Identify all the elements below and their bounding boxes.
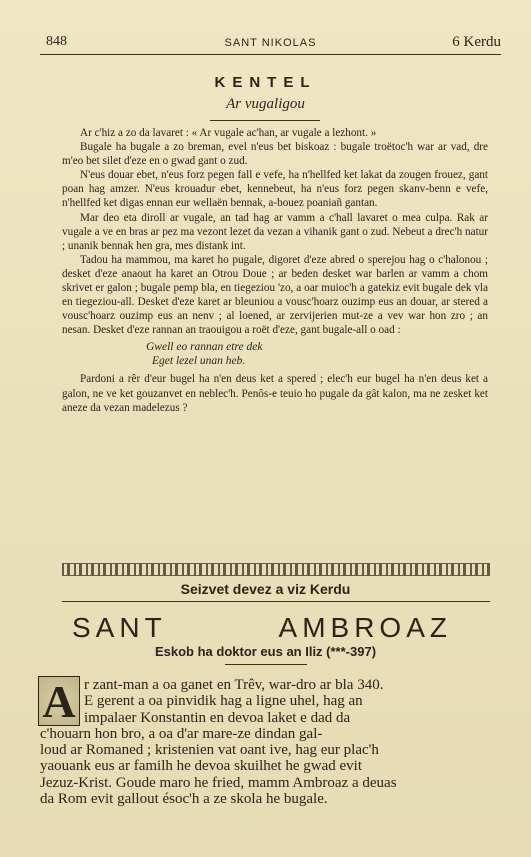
saint-story: [40, 677, 490, 807]
ornamental-divider: [62, 563, 490, 576]
text-line: E gerent a oa pinvidik hag a ligne uhel, hag an: [84, 693, 363, 710]
paragraph: Mar deo eta diroll ar vugale, an tad hag ar vamm a c'hall lavaret o mea culpa. Rak ar vugale a ve en bras ar pez ma vezont lezet da vezan a vihanik gant o zud. Nebeut a drec'h natur ; unanik bennak hen gra, mes distank int.: [62, 211, 488, 252]
day-heading: Seizvet devez a viz Kerdu: [180, 581, 351, 597]
text-line: loud ar Romaned ; kristenien vat oant ive, hag eur plac'h: [40, 742, 379, 759]
page-number: 848: [46, 34, 67, 49]
paragraph: Pardoni a rêr d'eur bugel ha n'en deus ket a spered ; elec'h eur bugel ha n'en deus ket a galon, ne ve ket gouzanvet en neblec'h. Penôs-e teuio ho pugale da gât kalon, ma ne zesket ket aneze da vezan madelezus ?: [62, 373, 488, 414]
saint-title-word: SANT: [72, 612, 167, 643]
text-line: r zant-man a oa ganet en Trêv, war-dro ar bla 340.: [84, 677, 384, 693]
paragraph: Bugale ha bugale a zo breman, evel n'eus bet biskoaz : bugale troëtoc'h war ar vad, dre m'eo bet silet d'eze en o gwad gant o zud.: [62, 141, 488, 168]
text-line: yaouank eus ar familh he devoa skuilhet he gwad evit: [40, 758, 362, 775]
section-title: KENTEL: [214, 74, 317, 91]
saint-title-word: AMBROAZ: [278, 612, 452, 643]
verse-line: Gwell eo rannan etre dek: [146, 341, 263, 354]
text-line: c'houarn hon bro, a oa d'ar mare-ze dindan gal-: [40, 725, 323, 742]
divider-rule: [62, 601, 490, 602]
running-header: [40, 34, 501, 55]
text-line: Jezuz-Krist. Goude maro he fried, mamm Ambroaz a deuas: [40, 774, 397, 791]
paragraph: N'eus douar ebet, n'eus forz pegen fall e vefe, ha n'hellfed ket lakat da zougen frouez, gant poan hag amzer. N'eus krouadur ebet, kennebeut, ha n'eus forz pegen skanv-benn e vefe, n'hellfed ket digas ennan eur wellaën bennak, a-bouez poaniañ gantan.: [62, 169, 488, 210]
title-rule: [210, 120, 320, 121]
running-title: SANT NIKOLAS: [224, 37, 317, 49]
saint-subtitle: Eskob ha doktor eus an Iliz (***-397): [154, 644, 377, 659]
verse: [62, 340, 488, 368]
saint-title: [72, 612, 452, 644]
issue-label: 6 Kerdu: [452, 34, 501, 50]
paragraph: Ar c'hiz a zo da lavaret : « Ar vugale ac'han, ar vugale a lezhont. »: [80, 127, 377, 139]
paragraph: Tadou ha mammou, ma karet ho pugale, digoret d'eze abred o sperejou hag o c'halonou ; desket d'eze anaout ha karet an Otrou Doue ; ar beden desket war barlen ar vamm a chom skrivet er galon ; bugale pemp bla, en tiegeziou 'zo, a oar muioc'h a gatekiz evit bugale dek vla en tiegeziou-all. Desket d'eze karet ar bleuniou a vousc'hoarz ouzimp eus an douar, ar stered a vousc'hoarz ouzimp eus an nenv ; al loened, ar zervijerien mut-ze a vev war hon zro ; an nesan. Desket d'eze rannan an traouigou a roët d'eze, gant bugale-all o oad :: [62, 253, 488, 337]
section-subtitle: Ar vugaligou: [226, 96, 305, 112]
subtitle-rule: [225, 664, 307, 665]
verse-line: Eget lezel unan heb.: [152, 355, 246, 368]
drop-cap: A: [38, 676, 80, 726]
kentel-text: [62, 126, 488, 415]
text-line: impalaer Konstantin en devoa laket e dad da: [84, 709, 351, 726]
text-line: da Rom evit gallout ésoc'h a ze skola he bugale.: [40, 791, 328, 808]
